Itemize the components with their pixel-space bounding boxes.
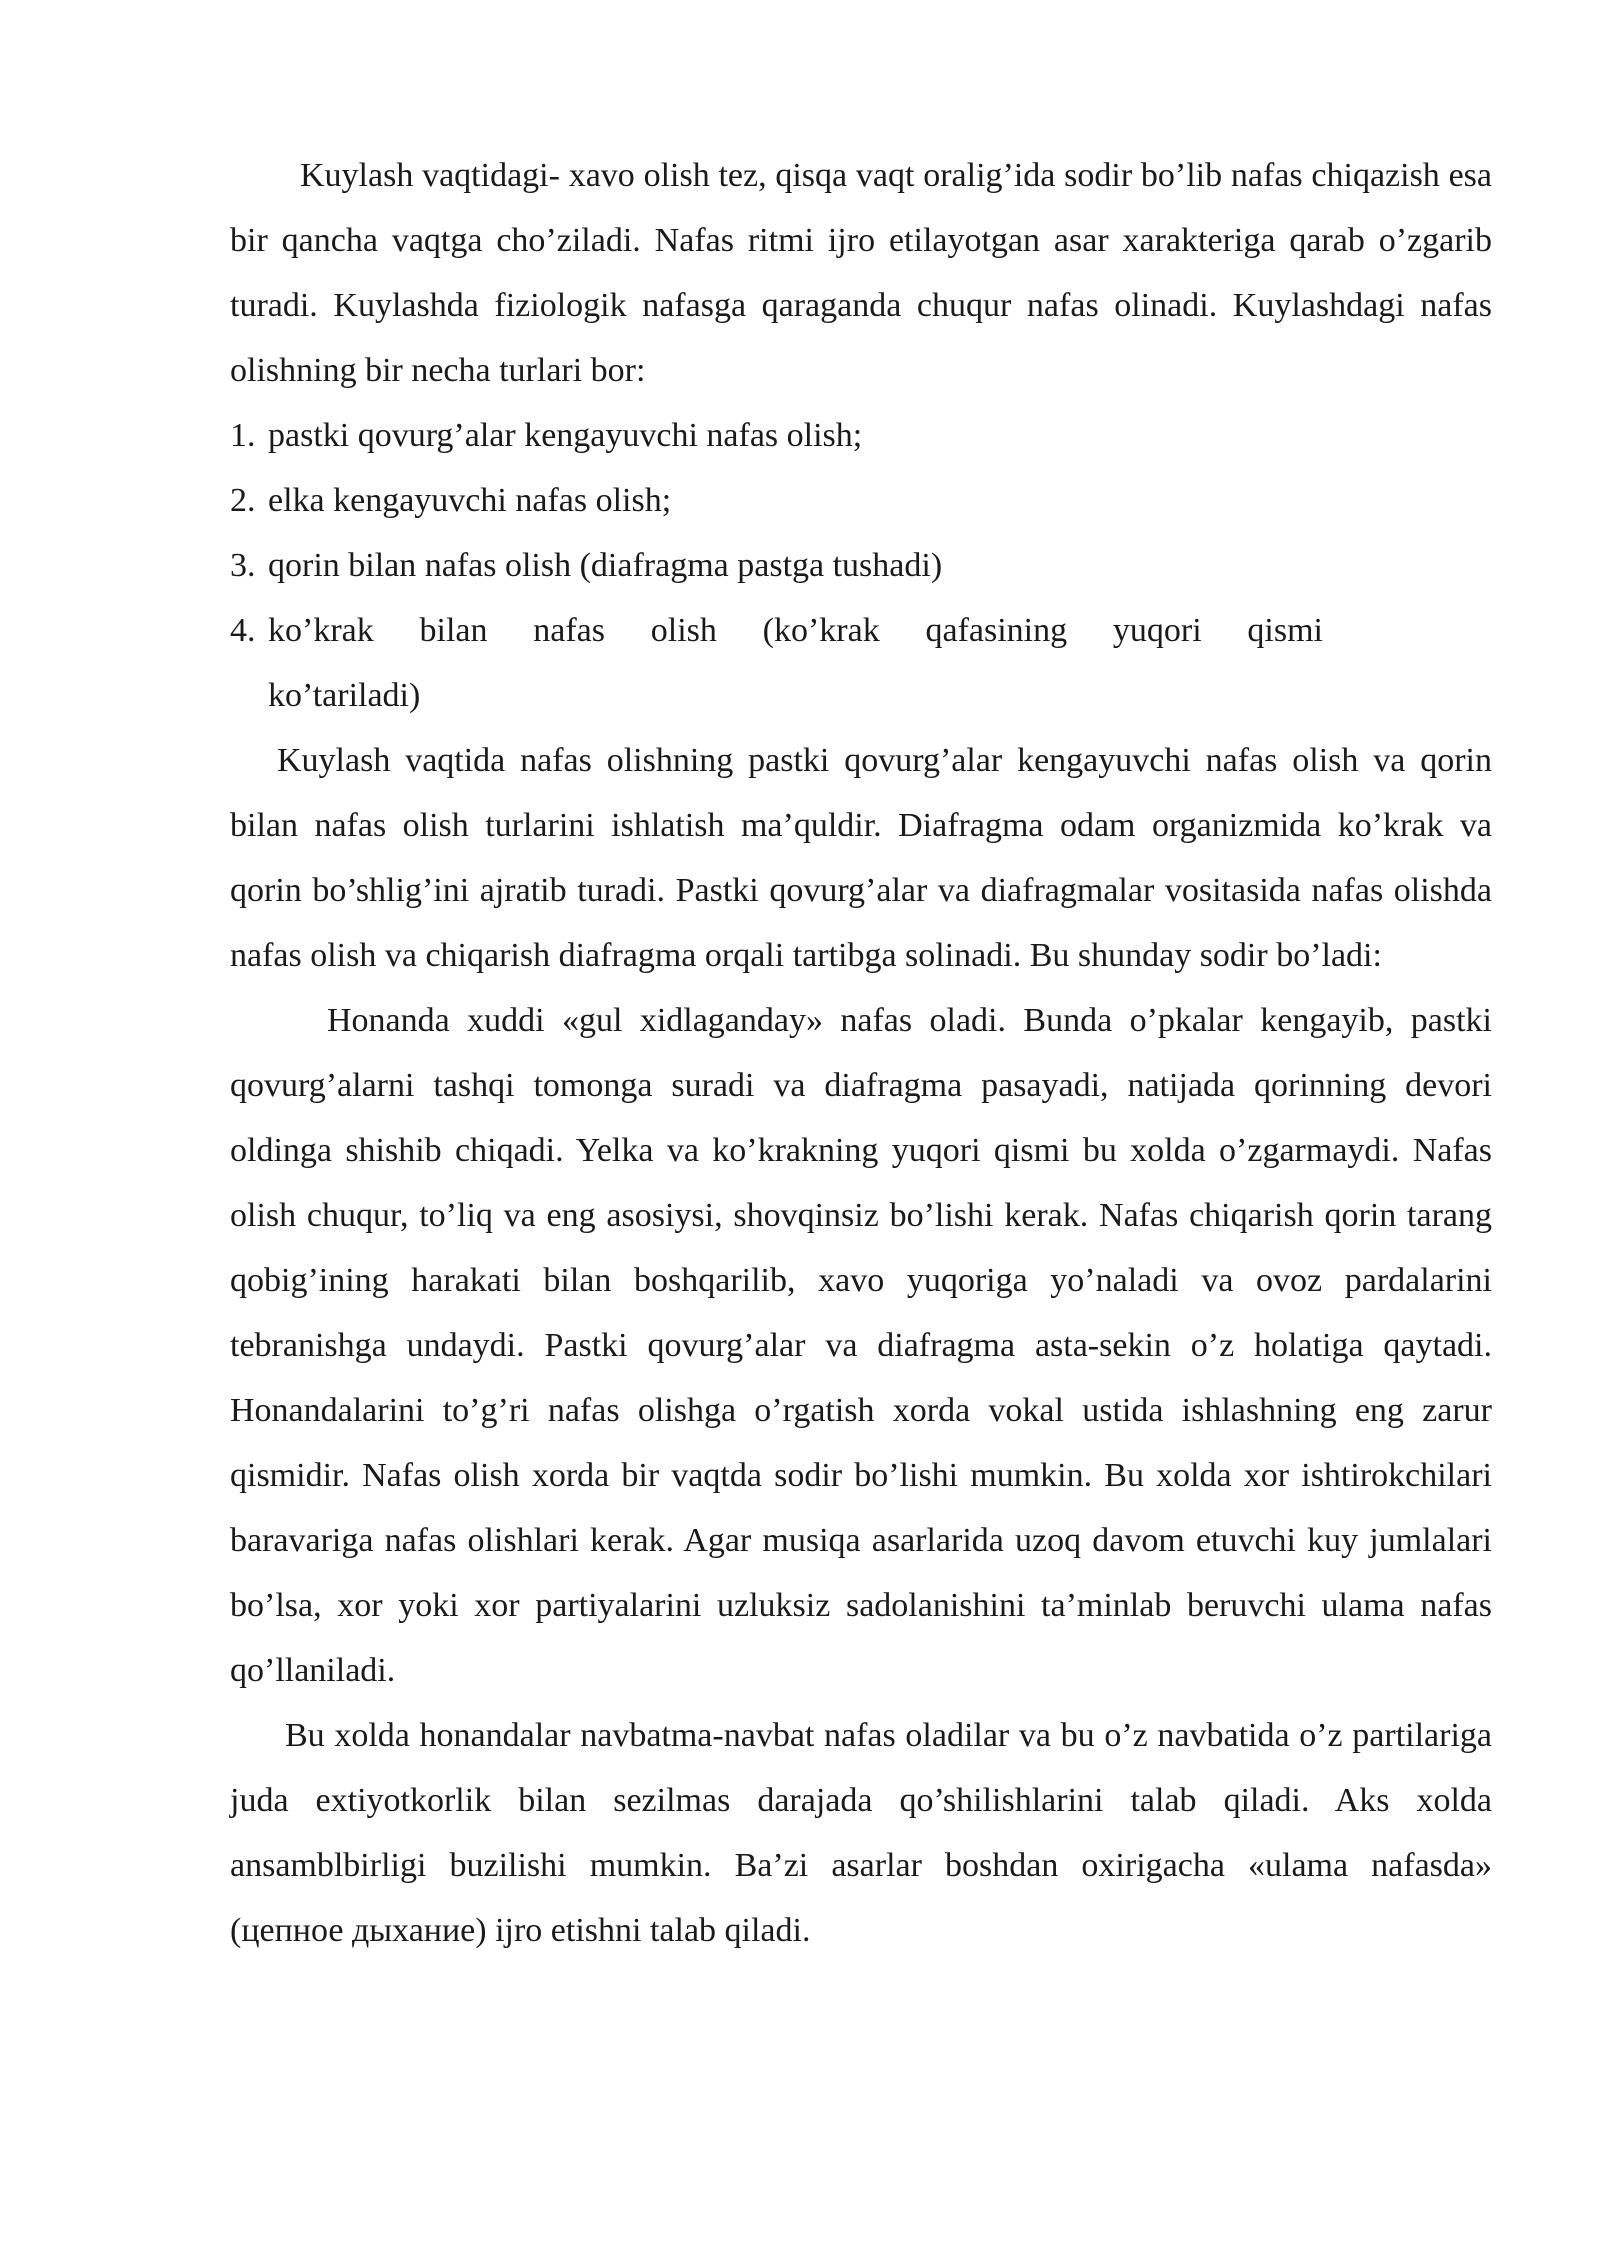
paragraph-recommended-breathing: Kuylash vaqtida nafas olishning pastki qovurg’alar kengayuvchi nafas olish va qorin bilan nafas olish turlarini ishlatish ma’quldir. Diafragma odam organizmida ko’krak va qorin bo’shlig’ini ajratib turadi. Pastki qovurg’alar va diafragmalar vositasida nafas olishda nafas olish va chiqarish diafragma orqali tartibga solinadi. Bu shunday sodir bo’ladi:	[230, 742, 1492, 974]
list-item	[230, 403, 1492, 468]
list-item-text: qorin bilan nafas olish (diafragma pastga tushadi)	[268, 547, 943, 584]
list-item	[230, 468, 1492, 533]
list-item-text: ko’krak bilan nafas olish (ko’krak qafasining yuqori qismi ko’tariladi)	[268, 612, 1323, 714]
list-item-number: 1.	[230, 417, 256, 454]
document-body	[230, 143, 1492, 1963]
breathing-types-list	[230, 403, 1492, 728]
list-item-text: elka kengayuvchi nafas olish;	[268, 482, 672, 519]
list-item-number: 3.	[230, 547, 256, 584]
paragraph-singer-breathing: Honanda xuddi «gul xidlaganday» nafas oladi. Bunda o’pkalar kengayib, pastki qovurg’alarni tashqi tomonga suradi va diafragma pasayadi, natijada qorinning devori oldinga shishib chiqadi. Yelka va ko’krakning yuqori qismi bu xolda o’zgarmaydi. Nafas olish chuqur, to’liq va eng asosiysi, shovqinsiz bo’lishi kerak. Nafas chiqarish qorin tarang qobig’ining harakati bilan boshqarilib, xavo yuqoriga yo’naladi va ovoz pardalarini tebranishga undaydi. Pastki qovurg’alar va diafragma asta-sekin o’z holatiga qaytadi. Honandalarini to’g’ri nafas olishga o’rgatish xorda vokal ustida ishlashning eng zarur qismidir. Nafas olish xorda bir vaqtda sodir bo’lishi mumkin. Bu xolda xor ishtirokchilari baravariga nafas olishlari kerak. Agar musiqa asarlarida uzoq davom etuvchi kuy jumlalari bo’lsa, xor yoki xor partiyalarini uzluksiz sadolanishini ta’minlab beruvchi ulama nafas qo’llaniladi.	[230, 1002, 1492, 1689]
list-item-number: 4.	[230, 612, 256, 649]
list-item	[230, 533, 1492, 598]
paragraph-breathing-intro: Kuylash vaqtidagi- xavo olish tez, qisqa vaqt oralig’ida sodir bo’lib nafas chiqazish esa bir qancha vaqtga cho’ziladi. Nafas ritmi ijro etilayotgan asar xarakteriga qarab o’zgarib turadi. Kuylashda fiziologik nafasga qaraganda chuqur nafas olinadi. Kuylashdagi nafas olishning bir necha turlari bor:	[230, 157, 1492, 389]
paragraph-chain-breathing: Bu xolda honandalar navbatma-navbat nafas oladilar va bu o’z navbatida o’z partilariga juda extiyotkorlik bilan sezilmas darajada qo’shilishlarini talab qiladi. Aks xolda ansamblbirligi buzilishi mumkin. Ba’zi asarlar boshdan oxirigacha «ulama nafasda» (цепное дыхание) ijro etishni talab qiladi.	[230, 1717, 1492, 1949]
list-item-text: pastki qovurg’alar kengayuvchi nafas olish;	[268, 417, 863, 454]
list-item-number: 2.	[230, 482, 256, 519]
list-item	[230, 598, 1492, 728]
